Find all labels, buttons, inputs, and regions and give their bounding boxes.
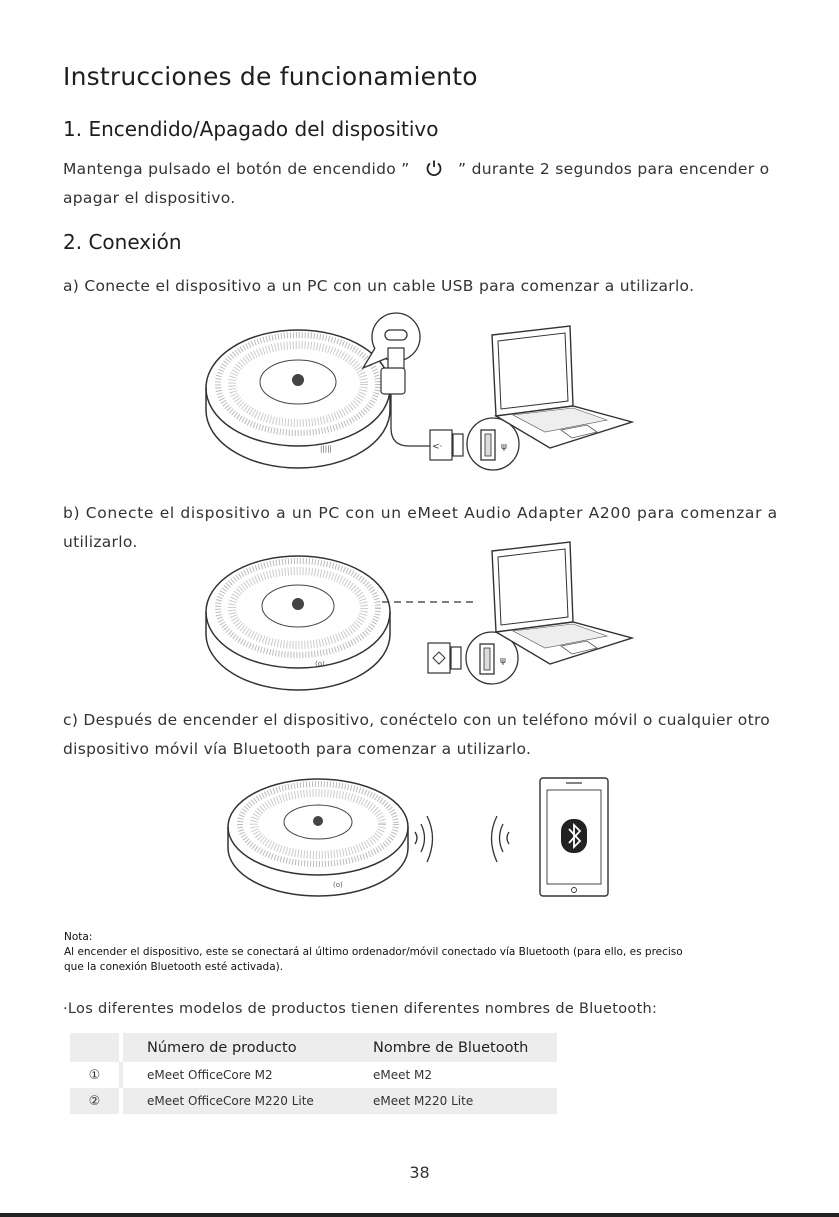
models-intro: ·Los diferentes modelos de productos tienen diferentes nombres de Bluetooth: xyxy=(63,1001,658,1017)
note-line-2: que la conexión Bluetooth esté activada). xyxy=(64,961,284,973)
speaker-device xyxy=(206,330,390,468)
row-product: eMeet OfficeCore M2 xyxy=(147,1068,273,1082)
bluetooth-waves-icon xyxy=(415,816,509,862)
bluetooth-connection-illustration xyxy=(220,772,620,902)
section-1-text-c: apagar el dispositivo. xyxy=(63,189,236,207)
row-index: ① xyxy=(88,1067,101,1083)
svg-text:<·: <· xyxy=(432,442,443,452)
page-title: Instrucciones de funcionamiento xyxy=(63,62,478,91)
table-header-product: Número de producto xyxy=(147,1039,297,1056)
table-row xyxy=(70,1088,557,1114)
power-icon xyxy=(425,159,443,177)
svg-text:ψ: ψ xyxy=(500,656,506,666)
adapter-dongle-callout xyxy=(428,632,518,684)
bluetooth-names-table xyxy=(70,1033,557,1114)
speaker-device xyxy=(228,779,408,896)
row-product: eMeet OfficeCore M220 Lite xyxy=(147,1094,314,1108)
page-number: 38 xyxy=(409,1163,430,1182)
section-1-text-b: ” durante 2 segundos para encender o xyxy=(458,160,770,178)
mobile-device xyxy=(540,778,608,896)
adapter-connection-illustration xyxy=(195,536,645,694)
section-1-paragraph xyxy=(63,155,783,213)
svg-text:(o): (o) xyxy=(315,660,325,668)
svg-text:(o): (o) xyxy=(333,881,343,889)
note-line-1: Al encender el dispositivo, este se conectará al último ordenador/móvil conectado vía Bluetooth (para ello, es preciso xyxy=(64,946,683,958)
table-header-row xyxy=(70,1033,557,1062)
table-row xyxy=(70,1062,557,1088)
step-b-line-1: b) Conecte el dispositivo a un PC con un eMeet Audio Adapter A200 para comenzar a xyxy=(63,504,778,522)
row-bluetooth: eMeet M2 xyxy=(373,1068,433,1082)
section-1-title: 1. Encendido/Apagado del dispositivo xyxy=(63,117,439,141)
usb-connection-illustration xyxy=(195,308,645,480)
note-label: Nota: xyxy=(64,931,93,943)
bottom-border xyxy=(0,1213,839,1217)
table-header-bluetooth: Nombre de Bluetooth xyxy=(373,1039,529,1056)
svg-text:ψ: ψ xyxy=(501,442,507,452)
step-a-text: a) Conecte el dispositivo a un PC con un cable USB para comenzar a utilizarlo. xyxy=(63,277,695,295)
note-block xyxy=(64,930,784,975)
speaker-device xyxy=(206,556,390,690)
section-1-text-a: Mantenga pulsado el botón de encendido ” xyxy=(63,160,410,178)
usb-a-connector-callout xyxy=(430,418,519,470)
row-index: ② xyxy=(88,1093,101,1109)
step-c-text xyxy=(63,706,783,764)
step-b-line-2: utilizarlo. xyxy=(63,533,138,551)
section-2-title: 2. Conexión xyxy=(63,230,182,254)
bluetooth-icon xyxy=(561,819,587,853)
svg-text:|||||: ||||| xyxy=(320,445,332,453)
step-c-line-2: dispositivo móvil vía Bluetooth para comenzar a utilizarlo. xyxy=(63,740,532,758)
row-bluetooth: eMeet M220 Lite xyxy=(373,1094,474,1108)
step-c-line-1: c) Después de encender el dispositivo, conéctelo con un teléfono móvil o cualquier otro xyxy=(63,711,771,729)
